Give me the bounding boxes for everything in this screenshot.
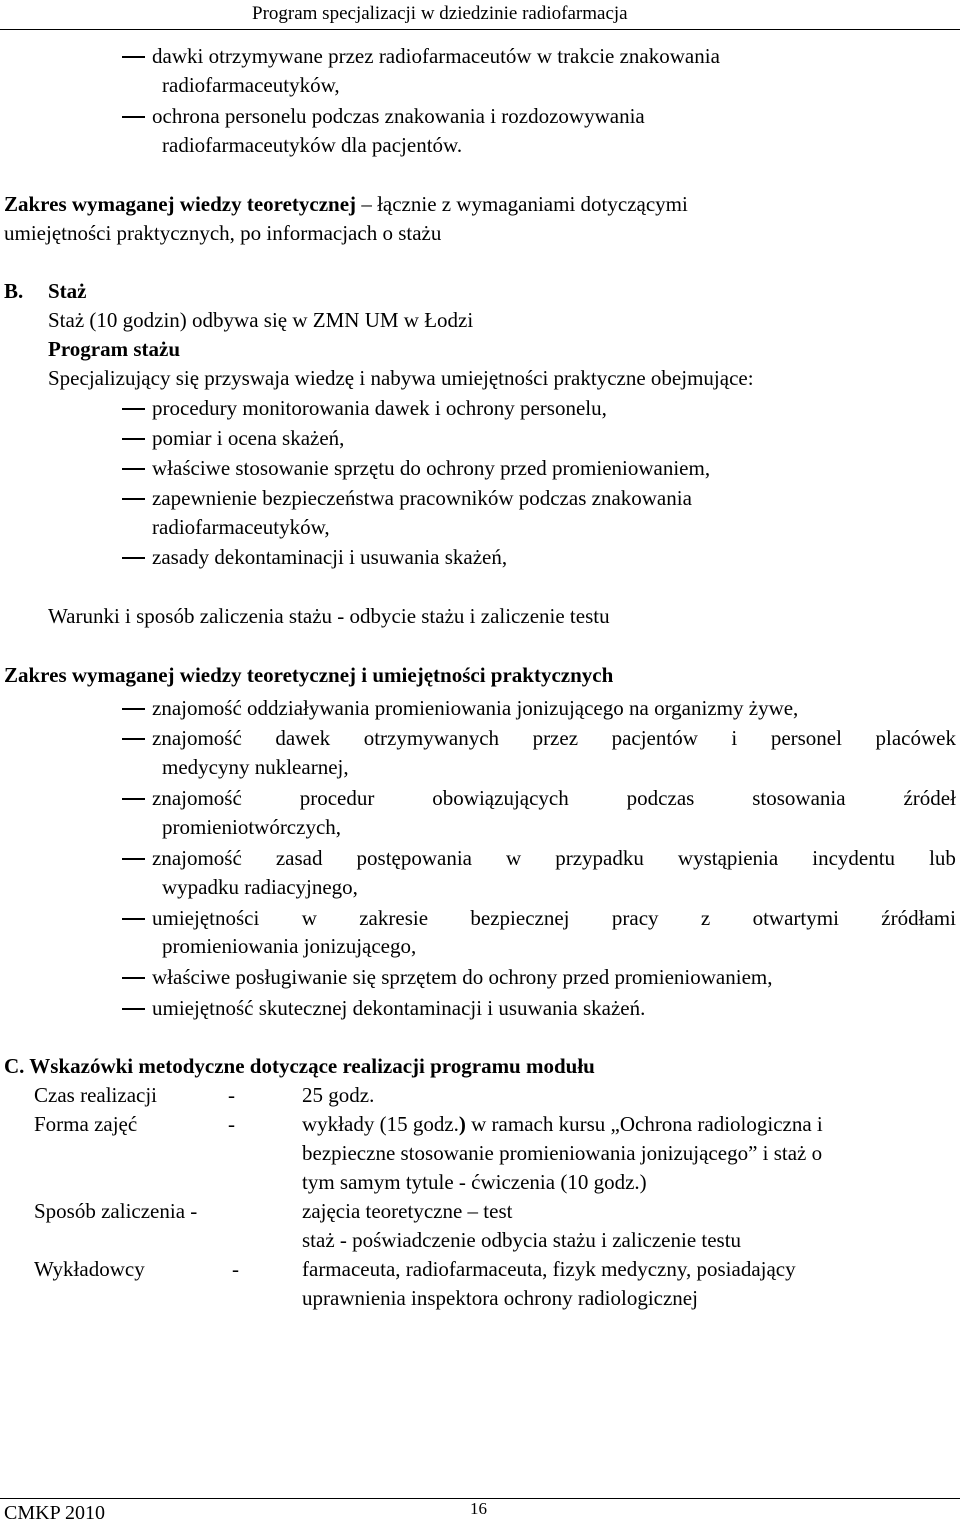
word: placówek [875, 726, 956, 750]
word: lub [929, 846, 956, 870]
form-value-c: w ramach kursu „Ochrona radiologiczna i [465, 1112, 823, 1136]
page-number: 16 [470, 1499, 487, 1518]
list-item: znajomość oddziaływania promieniowania jonizującego na organizmy żywe, [152, 696, 799, 720]
list-item: właściwe stosowanie sprzętu do ochrony przed promieniowaniem, [152, 456, 711, 480]
word: zasad [275, 846, 323, 870]
lecturers-dash: - [232, 1257, 239, 1281]
list-dash [122, 116, 145, 118]
list-dash [122, 798, 145, 800]
list-item-cont: radiofarmaceutyków, [162, 73, 340, 97]
word: umiejętności [152, 906, 260, 930]
lecturers-value-line2: uprawnienia inspektora ochrony radiologicznej [302, 1286, 698, 1310]
list-dash [122, 738, 145, 740]
word: z [700, 906, 711, 930]
list-dash [122, 708, 145, 710]
program-intro: Specjalizujący się przyswaja wiedzę i nabywa umiejętności praktyczne obejmujące: [48, 366, 754, 390]
word: bezpiecznej [470, 906, 570, 930]
form-value-line3: tym samym tytule - ćwiczenia (10 godz.) [302, 1170, 647, 1194]
word: obowiązujących [432, 786, 569, 810]
section-b-desc: Staż (10 godzin) odbywa się w ZMN UM w Łodzi [48, 308, 474, 332]
list-dash [122, 1008, 145, 1010]
knowledge-intro-bold: Zakres wymaganej wiedzy teoretycznej [4, 192, 357, 216]
word: w [301, 906, 317, 930]
list-item: pomiar i ocena skażeń, [152, 426, 345, 450]
knowledge-section-title: Zakres wymaganej wiedzy teoretycznej i umiejętności praktycznych [4, 663, 614, 687]
header-rule [0, 29, 960, 30]
pass-label: Sposób zaliczenia - [34, 1199, 198, 1223]
footer-org: CMKP 2010 [4, 1502, 105, 1524]
word: przypadku [555, 846, 644, 870]
form-value-line1 [302, 1114, 823, 1135]
list-item-justified [152, 788, 956, 809]
list-item: zasady dekontaminacji i usuwania skażeń, [152, 545, 508, 569]
section-b-title: Staż [48, 279, 87, 303]
list-item: zapewnienie bezpieczeństwa pracowników podczas znakowania [152, 486, 692, 510]
pass-value-line2: staż - poświadczenie odbycia stażu i zaliczenie testu [302, 1228, 742, 1252]
word: incydentu [812, 846, 896, 870]
word: pacjentów [611, 726, 698, 750]
conditions-text: Warunki i sposób zaliczenia stażu - odbycie stażu i zaliczenie testu [48, 604, 610, 628]
list-item-justified [152, 908, 956, 929]
form-dash: - [228, 1112, 235, 1136]
word: postępowania [356, 846, 472, 870]
list-item: właściwe posługiwanie się sprzętem do ochrony przed promieniowaniem, [152, 965, 773, 989]
list-item-cont: radiofarmaceutyków dla pacjentów. [162, 133, 463, 157]
running-header: Program specjalizacji w dziedzinie radiofarmacja [252, 3, 628, 24]
word: stosowania [752, 786, 846, 810]
word: wystąpienia [677, 846, 779, 870]
time-value: 25 godz. [302, 1083, 375, 1107]
time-dash: - [228, 1083, 235, 1107]
word: w [506, 846, 522, 870]
list-item-justified [152, 728, 956, 749]
word: procedur [299, 786, 375, 810]
list-dash [122, 408, 145, 410]
form-label: Forma zajęć [34, 1112, 138, 1136]
list-item-cont: wypadku radiacyjnego, [162, 875, 358, 899]
knowledge-intro-rest: łącznie z wymaganiami dotyczącymi [377, 192, 688, 216]
word: źródłami [881, 906, 956, 930]
form-value-paren: ) [458, 1112, 466, 1136]
lecturers-value-line1: farmaceuta, radiofarmaceuta, fizyk medyczny, posiadający [302, 1257, 796, 1281]
pass-value-line1: zajęcia teoretyczne – test [302, 1199, 513, 1223]
word: otwartymi [752, 906, 839, 930]
list-item: procedury monitorowania dawek i ochrony personelu, [152, 396, 607, 420]
word: źródeł [903, 786, 956, 810]
section-c-title: C. Wskazówki metodyczne dotyczące realizacji programu modułu [4, 1054, 595, 1078]
knowledge-intro-dash: – [361, 192, 372, 216]
list-dash [122, 438, 145, 440]
form-value-line2: bezpieczne stosowanie promieniowania jonizującego” i staż o [302, 1141, 823, 1165]
word: przez [532, 726, 579, 750]
knowledge-intro [4, 194, 688, 215]
list-dash [122, 977, 145, 979]
word: znajomość [152, 726, 242, 750]
list-dash [122, 498, 145, 500]
list-item-cont: medycyny nuklearnej, [162, 755, 349, 779]
list-dash [122, 557, 145, 559]
list-item-justified [152, 848, 956, 869]
list-dash [122, 56, 145, 58]
word: dawek [275, 726, 331, 750]
list-item-cont: promieniotwórczych, [162, 815, 342, 839]
form-value-a: wykłady (15 godz. [302, 1112, 459, 1136]
list-dash [122, 918, 145, 920]
list-item-cont: promieniowania jonizującego, [162, 934, 417, 958]
word: otrzymywanych [363, 726, 500, 750]
list-dash [122, 858, 145, 860]
list-item: ochrona personelu podczas znakowania i rozdozowywania [152, 104, 645, 128]
lecturers-label: Wykładowcy [34, 1257, 145, 1281]
time-label: Czas realizacji [34, 1083, 158, 1107]
word: podczas [626, 786, 695, 810]
list-item-cont: radiofarmaceutyków, [152, 515, 330, 539]
word: znajomość [152, 846, 242, 870]
word: znajomość [152, 786, 242, 810]
knowledge-intro-line2: umiejętności praktycznych, po informacjach o stażu [4, 221, 442, 245]
list-dash [122, 468, 145, 470]
list-item: dawki otrzymywane przez radiofarmaceutów w trakcie znakowania [152, 44, 720, 68]
word: i [731, 726, 738, 750]
word: pracy [611, 906, 659, 930]
section-b-label: B. [4, 279, 24, 303]
list-item: umiejętność skutecznej dekontaminacji i usuwania skażeń. [152, 996, 646, 1020]
word: personel [770, 726, 842, 750]
word: zakresie [359, 906, 429, 930]
program-title: Program stażu [48, 337, 180, 361]
